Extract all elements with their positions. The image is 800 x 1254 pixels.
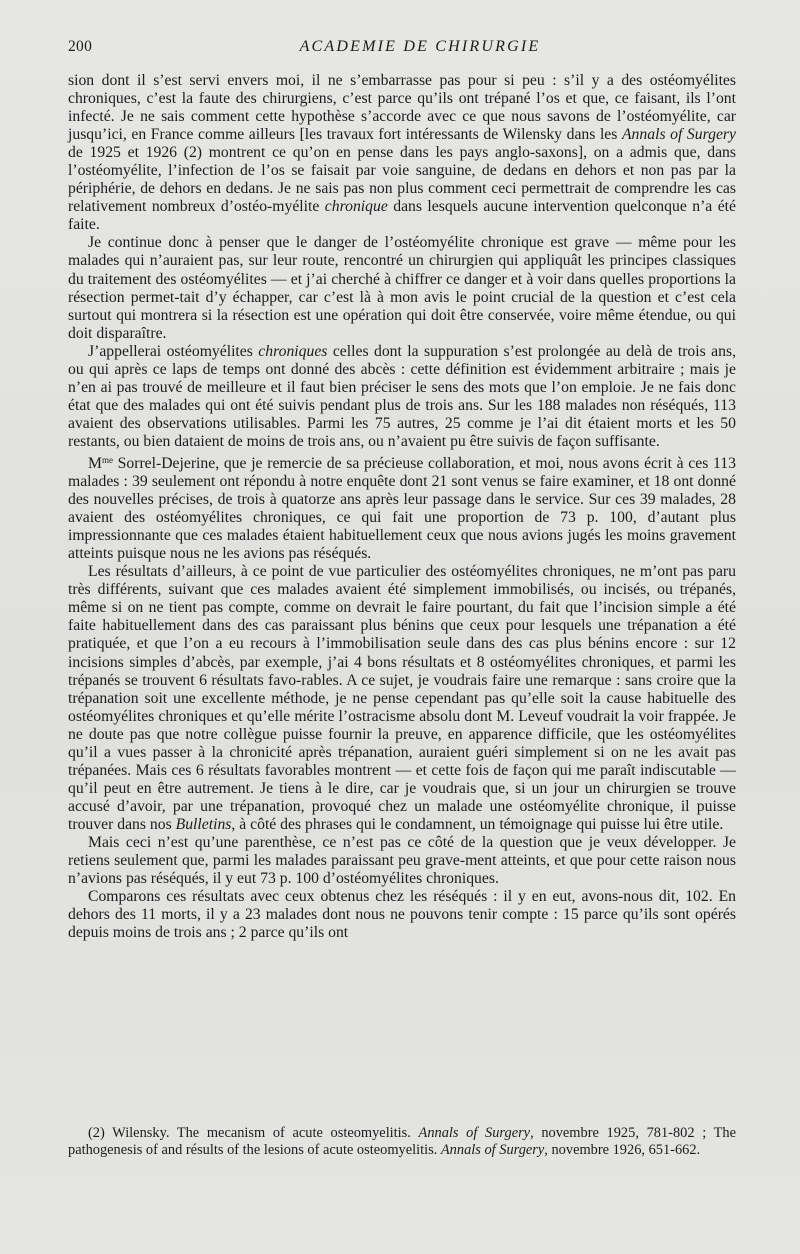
text-run: , novembre 1925, 781-802 ; The pathogenesis of and résults of the lesions of acute osteomyelitis.: [68, 1125, 736, 1158]
footnote: [68, 1125, 736, 1158]
text-run: de 1925 et 1926 (2) montrent ce qu’on en pense dans les pays anglo-saxons], on a admis que, dans l’ostéomyélite, l’infection de l’os se faisait par voie sanguine, de dedans en dehors et non pas par la périphérie, de dehors en dedans. Je ne sais pas non plus comment ceci permettrait de comprendre les cas relativement nombreux d’ostéo-myélite: [68, 144, 736, 216]
body-text: [68, 72, 736, 942]
paragraph: [68, 343, 736, 451]
paragraph: [68, 451, 736, 563]
text-run: M: [88, 454, 102, 472]
italic-text: Bulletins: [175, 815, 232, 833]
text-run: Sorrel-Dejerine, que je remercie de sa précieuse collaboration, et moi, nous avons écrit à ces 113 malades : 39 seulement ont répondu à notre enquête dont 21 sont venus se faire examiner, et 18 ont donné des nouvelles précises, de trois à quatorze ans après leur passage dans le service. Sur ces 39 malades, 28 avaient des ostéomyélites chroniques, ce qui fait une proportion de 73 p. 100, d’autant plus impressionnante que ces malades étaient habituellement ceux que nous avions jugés les moins gravement atteints puisque nous ne les avions pas réséqués.: [68, 454, 736, 563]
text-run: Les résultats d’ailleurs, à ce point de vue particulier des ostéomyélites chroniques, ne m’ont pas paru très différents, suivant que ces malades avaient été simplement immobilisés, ou incisés, ou trépanés, même si on ne tient pas compte, comme on devrait le faire pourtant, du fait que l’incision simple a été faite habituellement dans des cas paraissant plus bénins que ceux pour lesquels une trépanation a été pratiquée, et que l’on a eu recours à l’immobilisation seule dans des cas plus bénins encore : sur 12 incisions simples d’abcès, par exemple, j’ai 4 bons résultats et 8 ostéomyélites chroniques, et parmi les trépanés se trouvent 6 résultats favo-rables. A ce sujet, je voudrais faire une remarque : sans croire que la trépanation soit une excellente méthode, je ne pense cependant pas qu’elle soit la cause habituelle des ostéomyélites chroniques et qu’elle mérite l’ostracisme absolu dont M. Leveuf voudrait la voir frappée. Je ne doute pas que notre collègue puisse fournir la preuve, en apparence difficile, que les ostéomyélites qu’il a vues passer à la chronicité après trépanation, auraient guéri simplement si on ne les avait pas trépanées. Mais ces 6 résultats favorables montrent — et cette fois de façon qui me paraît indiscutable — qu’il peut en être autrement. Je tiens à le dire, car je voudrais que, si un jour un chirurgien se trouve accusé d’avoir, par une trépanation, provoqué chez un malade une ostéomyélite chronique, il puisse trouver dans nos: [68, 563, 736, 833]
paragraph: [68, 888, 736, 942]
text-run: Mais ceci n’est qu’une parenthèse, ce n’est pas ce côté de la question que je veux développer. Je retiens seulement que, parmi les malades paraissant peu grave-ment atteints, et que pour cette raison nous n’avions pas réséqués, il y eut 73 p. 100 d’ostéomyélites chroniques.: [68, 833, 736, 888]
running-title: ACADEMIE DE CHIRURGIE: [299, 38, 541, 55]
text-run: sion dont il s’est servi envers moi, il ne s’embarrasse pas pour si peu : s’il y a des ostéomyélites chroniques, c’est la faute des chirurgiens, c’est parce qu’ils ont trépané l’os et que, ce faisant, ils l’ont infecté. Je ne sais comment cette hypothèse s’accorde avec ce que nous savons de l’ostéomyélite, car jusqu’ici, en France comme ailleurs [les travaux fort intéressants de Wilensky dans les: [68, 72, 736, 144]
text-run: Je continue donc à penser que le danger de l’ostéomyélite chronique est grave — même pour les malades qui n’auraient pas, sur leur route, rencontré un chirurgien qui appliquât les principes classiques du traitement des ostéomyélites — et j’ai cherché à chiffrer ce danger et à voir dans quelles proportions la résection permet-tait d’y échapper, car c’est là à mon avis le point crucial de la question et c’est cela surtout qui montrera si la résection est une opération qui doit être conservée, voire même étendue, ou qui doit disparaître.: [68, 234, 736, 342]
text-run: J’appellerai ostéomyélites: [88, 342, 259, 360]
superscript-text: me: [101, 454, 113, 465]
text-run: , à côté des phrases qui le condamnent, un témoignage qui puisse lui être utile.: [231, 815, 724, 833]
paragraph: [68, 834, 736, 888]
text-run: celles dont la suppuration s’est prolongée au delà de trois ans, ou qui après ce laps de temps ont donné des abcès : cette définition est évidemment arbitraire ; mais je n’en ai pas trouvé de meilleure et il faut bien préciser le sens des mots que l’on emploie. Je ne fais donc état que des malades qui ont été suivis pendant plus de trois ans. Sur les 188 malades non réséqués, 113 avaient des observations utilisables. Parmi les 75 autres, 25 comme je l’ai dit étaient morts et les 50 restants, ou bien dataient de moins de trois ans, ou n’avaient pu être suivis de façon suffisante.: [68, 342, 736, 450]
italic-text: chronique: [324, 198, 388, 216]
italic-text: Annals of Surgery: [621, 126, 736, 144]
footnote-text: [68, 1125, 736, 1158]
page-header: [68, 38, 736, 62]
text-run: (2) Wilensky. The mecanism of acute osteomyelitis.: [88, 1125, 419, 1141]
italic-text: Annals of Surgery: [418, 1125, 531, 1141]
italic-text: Annals of Surgery: [440, 1141, 545, 1158]
text-run: , novembre 1926, 651-662.: [544, 1141, 701, 1158]
paragraph: [68, 72, 736, 234]
paragraph: [68, 234, 736, 342]
paragraph: [68, 563, 736, 834]
text-run: Comparons ces résultats avec ceux obtenus chez les réséqués : il y en eut, avons-nous dit, 102. En dehors des 11 morts, il y a 23 malades dont nous ne pouvons tenir compte : 15 parce qu’ils sont opérés depuis moins de trois ans ; 2 parce qu’ils ont: [68, 888, 736, 942]
page-number: 200: [68, 38, 93, 55]
italic-text: chroniques: [258, 342, 328, 360]
text-run: dans lesquels aucune intervention quelconque n’a été faite.: [68, 198, 736, 234]
